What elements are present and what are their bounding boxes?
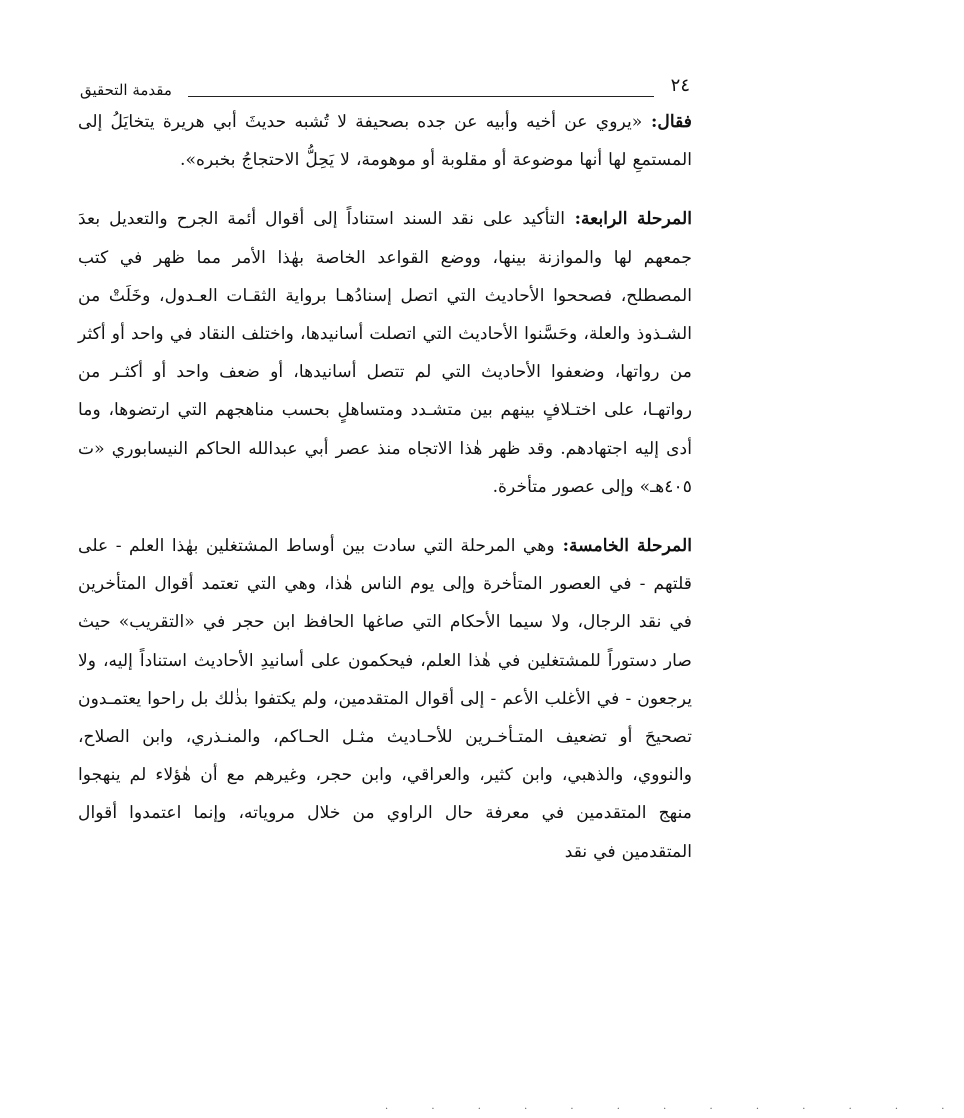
paragraph-text: وهي المرحلة التي سادت بين أوساط المشتغلين بهٰذا العلم - على قلتهم - في العصور المتأخرة وإلى يوم الناس هٰذا، وهي التي تعتمد أقوال المتأخرين في نقد الرجال، ولا سيما الأحكام التي صاغها الحافظ ابن حجر في «التقريب» حيث صار دستوراً للمشتغلين في هٰذا العلم، فيحكمون على أسانيدِ الأحاديث استناداً إليه، ولا يرجعون - في الأغلب الأعم - إلى أقوال المتقدمين، ولم يكتفوا بذٰلك بل راحوا يعتمـدون تصحيحَ أو تضعيف المتـأخـرين للأحـاديث مثـل الحـاكم، والمنـذري، وابن الصلاح، والنووي، والذهبي، وابن كثير، والعراقي، وابن حجر، وغيرهم مع أن هٰؤلاء لم ينهجوا منهج المتقدمين في معرفة حال الراوي من خلال مروياته، وإنما اعتمدوا أقوال المتقدمين في نقد — [78, 536, 692, 862]
paragraph-lead: فقال: — [642, 112, 692, 132]
paragraph-lead: المرحلة الخامسة: — [554, 536, 693, 557]
fourth-stage-paragraph — [78, 200, 692, 506]
paragraph-text: التأكيد على نقد السند استناداً إلى أقوال أئمة الجرح والتعديل بعدَ جمعهم لها والموازنة بينها، ووضع القواعد الخاصة بهٰذا الأمر مما ظهر في كتب المصطلح، فصححوا الأحاديث التي اتصل إسنادُهـا برواية الثقـات العـدول، وخَلَتْ من الشـذوذ والعلة، وحَسَّنوا الأحاديث التي اتصلت أسانيدها، واختلف النقاد في واحد أو أكثر من رواتها، وضعفوا الأحاديث التي لم تتصل أسانيدها، أو ضعف واحد أو أكثـر من رواتهـا، على اختـلافٍ بينهم بين متشـدد ومتساهلٍ بحسب مناهجهم التي ارتضوها، وما أدى إليه اجتهادهم. وقد ظهر هٰذا الاتجاه منذ عصر أبي عبدالله الحاكم النيسابوري «ت ٤٠٥هـ» وإلى عصور متأخرة. — [78, 209, 692, 497]
fifth-stage-paragraph — [78, 527, 692, 871]
page-body — [78, 103, 692, 871]
page-number: ٢٤ — [670, 75, 690, 96]
running-header — [80, 75, 690, 106]
running-title: مقدمة التحقيق — [80, 81, 172, 99]
paragraph-lead: المرحلة الرابعة: — [565, 209, 692, 230]
paragraph-text: «يروي عن أخيه وأبيه عن جده بصحيفة لا تُشبه حديثَ أبي هريرة يتخايَلُ إلى المستمعِ لها أنها موضوعة أو مقلوبة أو موهومة، لا يَحِلُّ الاحتجاجُ بخبره». — [78, 112, 692, 171]
header-rule — [188, 96, 654, 97]
scan-edge-marks: · · · · · · · · · · · · · — [385, 1104, 964, 1115]
quote-paragraph — [78, 103, 692, 179]
